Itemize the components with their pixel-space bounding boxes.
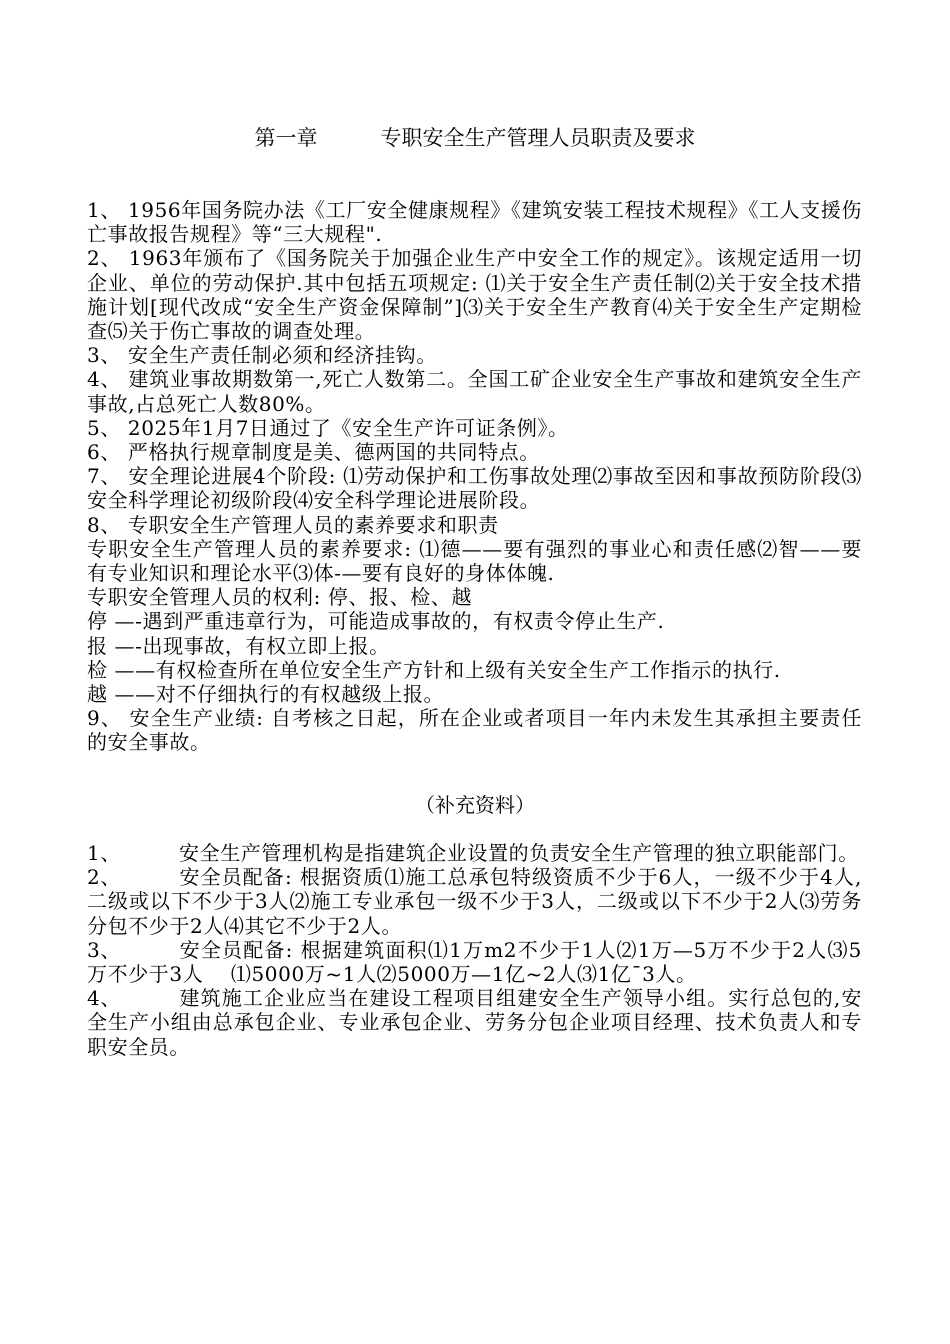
chapter-title: 第一章 专职安全生产管理人员职责及要求 [254, 126, 696, 150]
supplement-item [87, 841, 862, 865]
item-text: 安全生产管理机构是指建筑企业设置的负责安全生产管理的独立职能部门。 [179, 841, 859, 865]
section-supplement [87, 841, 862, 1059]
paragraph: 越 ——对不仔细执行的有权越级上报。 [87, 682, 445, 707]
item-text: 安全员配备: 根据资质⑴施工总承包特级资质不少于6人，一级不少于4人,二级或以下不少于3人⑵施工专业承包一级不少于3人，二级或以下不少于2人⑶劳务分包不少于2人⑷其它不少于2人。 [87, 865, 862, 938]
paragraph: 报 —-出现事故，有权立即上报。 [87, 633, 390, 658]
paragraph: 5、 2025年1月7日通过了《安全生产许可证条例》。 [87, 415, 569, 440]
item-number: 3、 [87, 937, 121, 962]
paragraph: 7、 安全理论进展4个阶段: ⑴劳动保护和工伤事故处理⑵事故至因和事故预防阶段⑶安全科学理论初级阶段⑷安全科学理论进展阶段。 [87, 464, 862, 513]
paragraph: 2、 1963年颁布了《国务院关于加强企业生产中安全工作的规定》。该规定适用一切企业、单位的劳动保护.其中包括五项规定: ⑴关于安全生产责任制⑵关于安全技术措施计划[现代改成“安全生产资金保障制”]⑶关于安全生产教育⑷关于安全生产定期检查⑸关于伤亡事故的调查处理。 [87, 246, 862, 344]
supplement-item [87, 938, 862, 986]
item-number: 2、 [87, 865, 121, 890]
paragraph: 9、 安全生产业绩: 自考核之日起，所在企业或者项目一年内未发生其承担主要责任的安全事故。 [87, 706, 862, 755]
paragraph: 6、 严格执行规章制度是美、德两国的共同特点。 [87, 440, 540, 465]
item-number: 1、 [87, 841, 121, 865]
section-main [87, 198, 862, 755]
paragraph: 4、 建筑业事故期数第一,死亡人数第二。全国工矿企业安全生产事故和建筑安全生产事故,占总死亡人数80%。 [87, 367, 862, 416]
item-text: 安全员配备: 根据建筑面积⑴1万m2不少于1人⑵1万—5万不少于2人⑶5万不少于3人 ⑴5000万~1人⑵5000万—1亿~2人⑶1亿¯3人。 [87, 937, 862, 987]
supplement-item [87, 865, 862, 938]
item-text: 建筑施工企业应当在建设工程项目组建安全生产领导小组。实行总包的,安全生产小组由总承包企业、专业承包企业、劳务分包企业项目经理、技术负责人和专职安全员。 [87, 986, 862, 1059]
paragraph: 专职安全管理人员的权利: 停、报、检、越 [87, 585, 473, 610]
supplement-item [87, 986, 862, 1059]
supplement-title: （补充资料） [415, 793, 535, 817]
paragraph: 1、 1956年国务院办法《工厂安全健康规程》《建筑安装工程技术规程》《工人支援伤亡事故报告规程》等“三大规程". [87, 198, 862, 247]
paragraph: 检 ——有权检查所在单位安全生产方针和上级有关安全生产工作指示的执行. [87, 657, 781, 682]
item-number: 4、 [87, 986, 121, 1011]
paragraph: 8、 专职安全生产管理人员的素养要求和职责 [87, 512, 499, 537]
paragraph: 3、 安全生产责任制必须和经济挂钩。 [87, 343, 437, 368]
paragraph: 停 —-遇到严重违章行为，可能造成事故的，有权责令停止生产. [87, 609, 665, 634]
paragraph: 专职安全生产管理人员的素养要求: ⑴德——要有强烈的事业心和责任感⑵智——要有专业知识和理论水平⑶体-—要有良好的身体体魄. [87, 536, 862, 586]
